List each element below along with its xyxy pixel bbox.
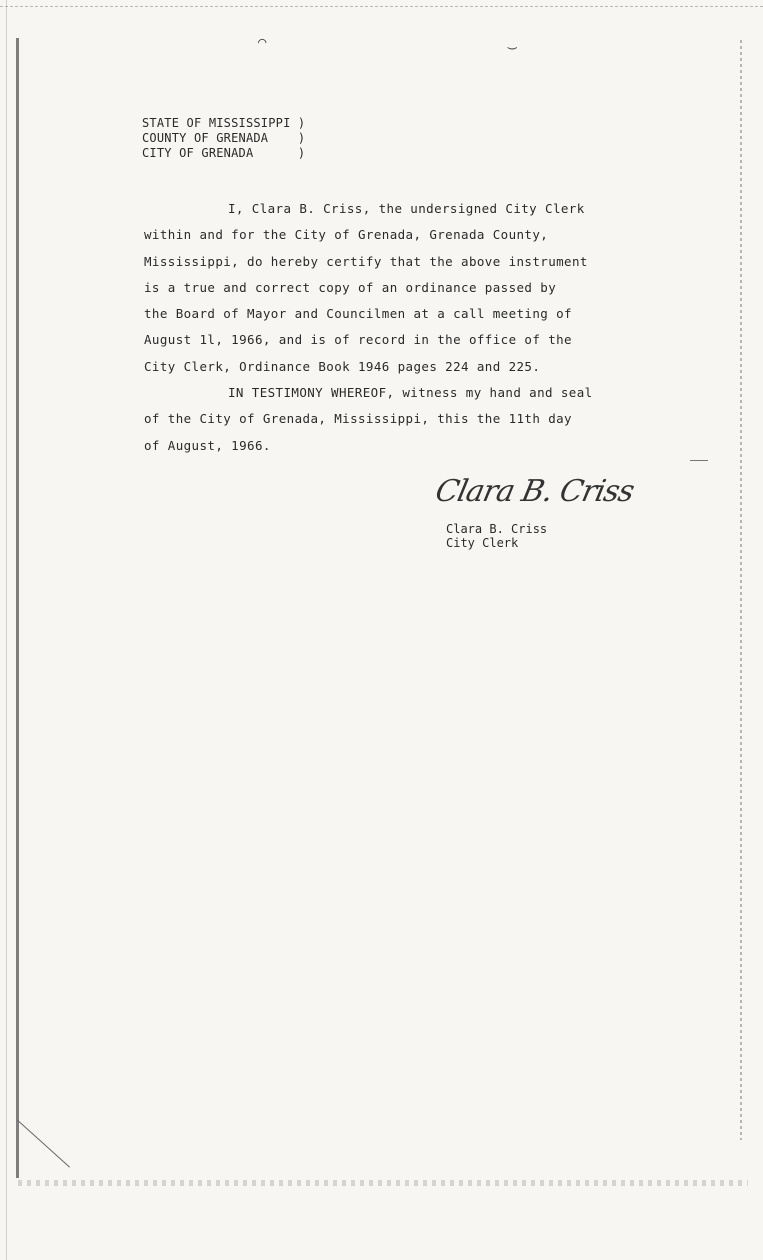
- scan-mark-left: ⌒: [258, 34, 267, 50]
- scan-mark-right: ‿: [508, 34, 517, 50]
- signer-name: Clara B. Criss: [446, 522, 548, 536]
- certificate-line: the Board of Mayor and Councilmen at a call meeting of: [144, 306, 572, 322]
- testimony-line: of August, 1966.: [144, 437, 271, 453]
- header-city-line: CITY OF GRENADA ): [142, 146, 306, 160]
- testimony-line: IN TESTIMONY WHEREOF, witness my hand and seal: [228, 385, 593, 401]
- certificate-line: within and for the City of Grenada, Grenada County,: [144, 227, 549, 243]
- scan-bottom-noise: [18, 1180, 748, 1186]
- certificate-body: [144, 196, 664, 459]
- header-state-line: STATE OF MISSISSIPPI ): [142, 116, 306, 130]
- scan-dash-mark: [690, 460, 708, 461]
- testimony-line: of the City of Grenada, Mississippi, this the 11th day: [144, 411, 572, 427]
- jurisdiction-header: [142, 116, 305, 161]
- certificate-line: City Clerk, Ordinance Book 1946 pages 224 and 225.: [144, 358, 541, 374]
- scan-left-bar: [16, 38, 19, 1178]
- scan-left-edge: [6, 0, 7, 1260]
- scan-top-edge: [0, 0, 763, 7]
- scan-corner-line: [17, 1120, 70, 1168]
- certificate-line: August 1l, 1966, and is of record in the office of the: [144, 332, 572, 348]
- certificate-line: Mississippi, do hereby certify that the above instrument: [144, 253, 588, 269]
- signer-title: City Clerk: [446, 536, 519, 550]
- header-county-line: COUNTY OF GRENADA ): [142, 131, 306, 145]
- signer-block: [446, 522, 547, 550]
- certificate-line: is a true and correct copy of an ordinance passed by: [144, 279, 557, 295]
- certificate-line: I, Clara B. Criss, the undersigned City Clerk: [228, 201, 585, 216]
- handwritten-signature: Clara B. Criss: [432, 474, 637, 509]
- scan-right-bar: [740, 40, 742, 1140]
